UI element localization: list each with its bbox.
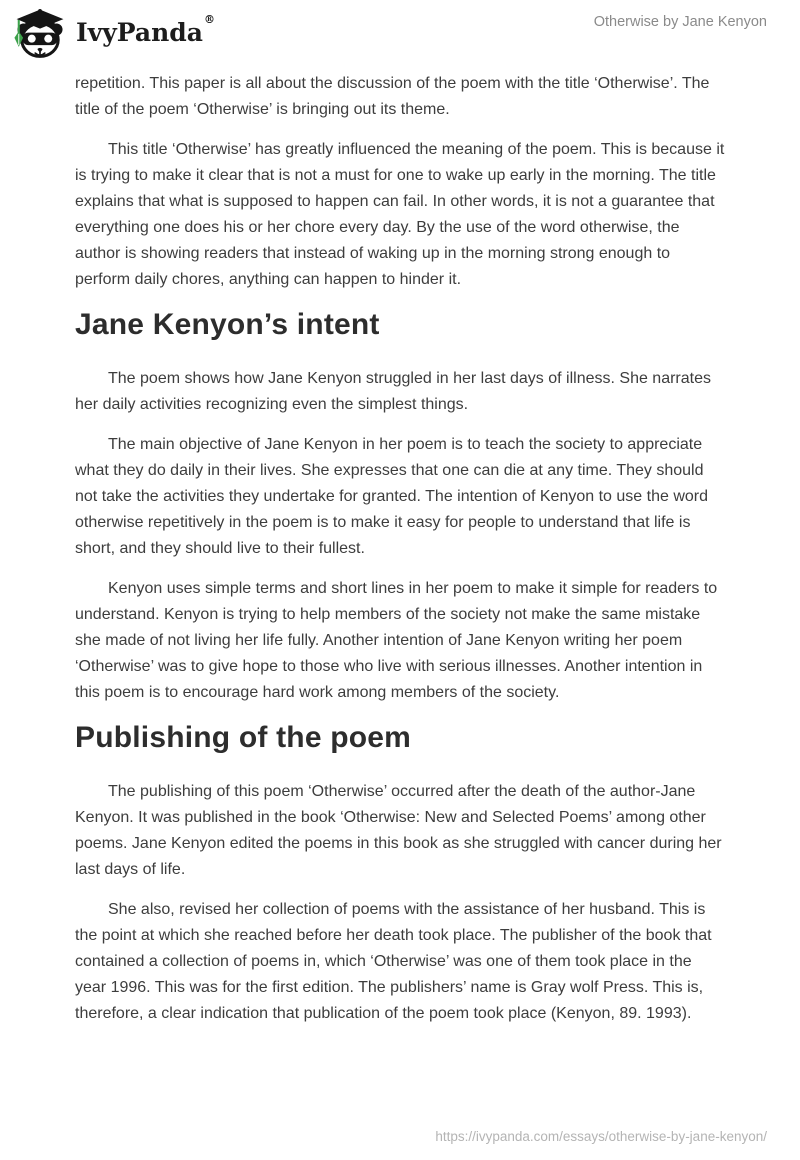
essay-paragraph-publishing-2: She also, revised her collection of poems with the assistance of her husband. This is the point at which she reached before her death took place. The publisher of the book that contained a collection of poems in, which ‘Otherwise’ was one of them took place in the year 1996. This was for the first edition. The publishers’ name is Gray wolf Press. This is, therefore, a clear indication that publication of the poem took place (Kenyon, 89. 1993). xyxy=(75,901,712,1022)
essay-paragraph-title-influence: This title ‘Otherwise’ has greatly influenced the meaning of the poem. This is because it is trying to make it clear that is not a must for one to wake up early in the morning. The title explains that what is supposed to happen can fail. In other words, it is not a guarantee that everything one does his or her chore every day. By the use of the word otherwise, the author is showing readers that instead of waking up in the morning strong enough to perform daily chores, anything can happen to hinder it. xyxy=(75,141,725,288)
essay-paragraph-intro-continuation: repetition. This paper is all about the discussion of the poem with the title ‘Otherwise’. The title of the poem ‘Otherwise’ is bringing out its theme. xyxy=(75,75,710,118)
essay-paragraph-intent-3: Kenyon uses simple terms and short lines in her poem to make it simple for readers to understand. Kenyon is trying to help members of the society not make the same mistake she made of not living her life fully. Another intention of Jane Kenyon writing her poem ‘Otherwise’ was to give hope to those who live with serious illnesses. Another intention in this poem is to encourage hard work among members of the society. xyxy=(75,580,718,701)
brand-name-text: IvyPanda xyxy=(76,18,203,47)
ivypanda-panda-graduate-icon xyxy=(14,7,66,59)
document-title-header: Otherwise by Jane Kenyon xyxy=(593,14,767,30)
registered-trademark-mark: ® xyxy=(203,13,215,26)
section-heading-publishing-of-the-poem: Publishing of the poem xyxy=(75,721,412,754)
essay-paragraph-intent-2: The main objective of Jane Kenyon in her poem is to teach the society to appreciate what they do daily in their lives. She expresses that one can die at any time. They should not take the activities they undertake for granted. The intention of Kenyon to use the word otherwise repetitively in the poem is to make it easy for people to understand that life is short, and they should live to their fullest. xyxy=(75,436,708,557)
source-url: https://ivypanda.com/essays/otherwise-by-jane-kenyon/ xyxy=(435,1129,767,1144)
section-heading-jane-kenyons-intent: Jane Kenyon’s intent xyxy=(75,308,380,341)
essay-body xyxy=(75,0,725,1041)
essay-paragraph-publishing-1: The publishing of this poem ‘Otherwise’ occurred after the death of the author-Jane Kenyon. It was published in the book ‘Otherwise: New and Selected Poems’ among other poems. Jane Kenyon edited the poems in this book as she struggled with cancer during her last days of life. xyxy=(75,783,722,878)
essay-paragraph-intent-1: The poem shows how Jane Kenyon struggled in her last days of illness. She narrates her daily activities recognizing even the simplest things. xyxy=(75,370,711,413)
